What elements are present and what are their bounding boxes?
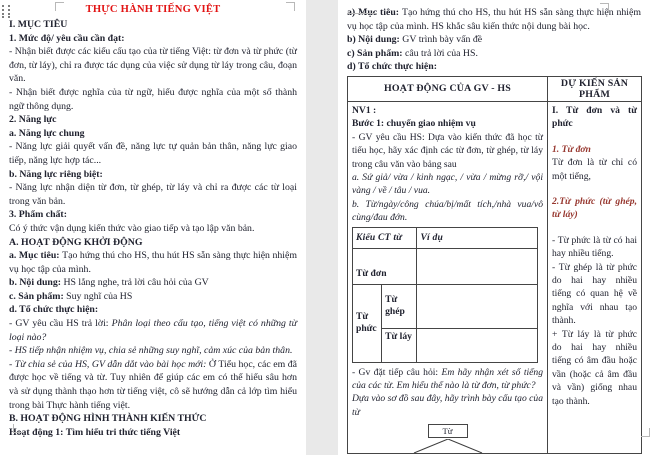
text-run: b) Nội dung: (347, 34, 403, 46)
text-run: A. HOẠT ĐỘNG KHỞI ĐỘNG (9, 236, 143, 248)
paragraph (9, 113, 297, 127)
text-run: Phân loại theo cấu tạo, tiếng việt có những từ loại nào? (9, 318, 297, 343)
text-run: - Năng lực giải quyết vấn đề, năng lực tự quản bản thân, năng lực giao tiếp, năng lực hợp tác... (9, 141, 297, 166)
paragraph (552, 195, 637, 222)
page1-body (9, 18, 297, 439)
word-structure-diagram (352, 421, 543, 453)
paragraph (9, 236, 297, 250)
activity-cell (348, 101, 548, 453)
paragraph (9, 303, 297, 317)
text-run: 1. Mức độ/ yêu cầu cần đạt: (9, 32, 125, 44)
paragraph (9, 45, 297, 86)
paragraph (9, 181, 297, 208)
page2-intro (347, 6, 641, 74)
paragraph (9, 222, 297, 236)
page-margin-mark (13, 424, 22, 433)
paragraph (347, 33, 641, 47)
text-run: - HS tiếp nhận nhiệm vụ, chia sẻ những suy nghĩ, cảm xúc của bản thân. (9, 345, 293, 357)
word-type-table (352, 227, 538, 363)
example-cell[interactable] (417, 284, 538, 328)
text-run: a. Năng lực chung (9, 127, 85, 139)
paragraph (352, 366, 543, 393)
text-run: GV trình bày vấn đề (402, 34, 483, 46)
text-run: a. Mục tiêu: (9, 250, 63, 262)
page-margin-mark (641, 428, 650, 437)
text-run: Từ đơn là từ chỉ có một tiếng, (552, 157, 637, 182)
paragraph (347, 47, 641, 61)
product-cell (548, 101, 642, 453)
text-run: Tạo hứng thú cho HS, thu hút HS sẵn sàng thực hiện nhiệm vụ học tập của mình. HS khắc sâu kiến thức nội dung bài học. (347, 7, 641, 32)
paragraph (552, 328, 637, 408)
paragraph (352, 198, 543, 225)
paragraph (352, 131, 543, 171)
inner-header-example: Ví dụ (417, 227, 538, 248)
text-run: b. Năng lực riêng biệt: (9, 168, 103, 180)
paragraph (552, 104, 637, 131)
text-run: Ở Tiểu học, các em đã được học về tiếng và từ. Tuy nhiên để giúp các em có thể hiểu sâu hơn và sử dụng thành thạo hơn từ tiếng việt, cô sẽ hướng dẫn cả lớp tìm hiểu trong bài Thực hành tiếng việt. (9, 358, 298, 411)
activity-text-after (352, 366, 543, 420)
text-run: câu trả lời của HS. (404, 47, 478, 59)
activity-text-before (352, 104, 543, 225)
drag-handle-icon[interactable] (2, 5, 12, 19)
text-run: 2.Từ phức (từ ghép, từ láy) (552, 196, 637, 221)
text-run: I. MỤC TIÊU (9, 19, 68, 30)
diagram-branch-lines (388, 439, 508, 453)
page-margin-mark (55, 2, 64, 11)
text-run: b. Nội dung: (9, 277, 64, 289)
text-run: - Năng lực nhận diện từ đơn, từ ghép, từ láy và chỉ ra được các từ loại trong văn bản. (9, 182, 297, 207)
paragraph (9, 276, 297, 290)
table-header-product: DỰ KIẾN SẢN PHẨM (548, 76, 642, 101)
page-margin-mark (600, 3, 609, 12)
text-run: Có ý thức vận dụng kiến thức vào giao tiếp và tạo lập văn bản. (9, 222, 255, 234)
text-run: c. Sản phẩm: (9, 290, 67, 302)
text-run: a. Sứ giả/ vừa / kinh ngạc, / vừa / mừng rỡ,/ vội vàng / về / tâu / vua. (352, 172, 543, 197)
paragraph (552, 234, 637, 261)
text-run: Suy nghĩ của HS (66, 290, 133, 302)
text-run: - Nhận biết được các kiểu cấu tạo của từ tiếng Việt: từ đơn và từ phức (từ đơn, từ láy), chỉ ra được tác dụng của việc sử dụng từ láy trong câu, đoạn văn. (9, 46, 297, 85)
page1-content (0, 0, 306, 439)
row-label-tu-lay: Từ láy (382, 328, 417, 362)
text-run: Hoạt động 1: Tìm hiểu tri thức tiếng Việt (9, 426, 181, 438)
inner-header-word-type: Kiểu CT từ (353, 227, 417, 248)
activity-table (347, 76, 642, 454)
paragraph (552, 156, 637, 183)
text-run: B. HOẠT ĐỘNG HÌNH THÀNH KIẾN THỨC (9, 413, 207, 425)
text-run: a) Mục tiêu: (347, 7, 402, 18)
diagram-node-tu: Từ (428, 424, 468, 438)
paragraph (9, 140, 297, 167)
paragraph (352, 392, 543, 419)
paragraph (9, 127, 297, 141)
paragraph (9, 18, 297, 32)
text-run: - Nhận biết được nghĩa của từ ngữ, hiểu được nghĩa của một số thành ngữ thông dụng. (9, 86, 297, 112)
product-text (552, 104, 637, 408)
page2-content (338, 0, 650, 454)
paragraph (9, 86, 297, 113)
text-run: c) Sản phẩm: (347, 47, 405, 59)
text-run: NV1 : (352, 104, 377, 116)
paragraph (352, 104, 543, 117)
paragraph (9, 290, 297, 304)
text-run: d. Tổ chức thực hiện: (9, 304, 99, 316)
paragraph (9, 168, 297, 182)
paragraph (9, 358, 297, 412)
table-header-activity: HOẠT ĐỘNG CỦA GV - HS (348, 76, 548, 101)
text-run: Bước 1: chuyển giao nhiệm vụ (352, 118, 476, 130)
text-run: Em hãy nhận xét số tiếng của các từ. Em hiểu thế nào là từ đơn, từ phức? (352, 366, 543, 392)
paragraph (9, 249, 297, 276)
paragraph (9, 317, 297, 344)
text-run: d) Tổ chức thực hiện: (347, 61, 437, 73)
text-run: 1. Từ đơn (552, 143, 591, 155)
document-title: THỰC HÀNH TIẾNG VIỆT (85, 4, 221, 15)
example-cell[interactable] (417, 248, 538, 284)
text-run: Dựa vào sơ đồ sau đây, hãy trình bày cấu tạo của từ (352, 393, 544, 418)
paragraph (347, 6, 641, 33)
paragraph (552, 143, 637, 156)
text-run: - GV yêu cầu HS trả lời: (9, 318, 112, 330)
text-run: Tạo hứng thú cho HS, thu hút HS sẵn sàng thực hiện nhiệm vụ học tập của mình. (9, 250, 297, 275)
page-1 (0, 0, 306, 455)
row-label-tu-phuc: Từ phức (353, 284, 382, 362)
row-label-tu-don: Từ đơn (353, 248, 417, 284)
paragraph (347, 60, 641, 74)
paragraph (9, 344, 297, 358)
example-cell[interactable] (417, 328, 538, 362)
text-run: I. Từ đơn và từ phức (552, 104, 637, 130)
text-run: - Gv đặt tiếp câu hỏi: (352, 366, 442, 378)
text-run: + Từ láy là từ phức do hai hay nhiều tiếng có âm đầu hoặc vần (hoặc cả âm đầu và vần) giống nhau tạo thành. (552, 328, 637, 407)
text-run: - Từ phức là từ có hai hay nhiều tiếng. (552, 234, 637, 260)
text-run: 2. Năng lực (9, 114, 57, 126)
paragraph (9, 208, 297, 222)
text-run: - GV yêu cầu HS: Dựa vào kiến thức đã học từ tiểu học, hãy xác định các từ đơn, từ ghép, từ láy trong câu văn vào bảng sau (352, 131, 543, 170)
paragraph (9, 412, 297, 426)
paragraph (9, 426, 297, 440)
paragraph (352, 117, 543, 130)
page-2 (338, 0, 650, 455)
text-run: - Từ ghép là từ phức do hai hay nhiều tiếng có quan hệ về nghĩa với nhau tạo thành. (552, 261, 637, 327)
row-label-tu-ghep: Từ ghép (382, 284, 417, 328)
paragraph (552, 261, 637, 328)
text-run: HS lắng nghe, trả lời câu hỏi của GV (63, 277, 209, 289)
page-margin-mark (286, 2, 295, 11)
paragraph (9, 32, 297, 46)
text-run: b. Từ/ngày/công chúa/bị/mất tích,/nhà vua/vô cùng/đau đớn. (352, 198, 543, 224)
paragraph (352, 171, 543, 198)
page-margin-mark (347, 13, 377, 15)
text-run: - Từ chia sẻ của HS, GV dẫn dắt vào bài học mới: (9, 358, 209, 370)
text-run: 3. Phẩm chất: (9, 209, 67, 221)
